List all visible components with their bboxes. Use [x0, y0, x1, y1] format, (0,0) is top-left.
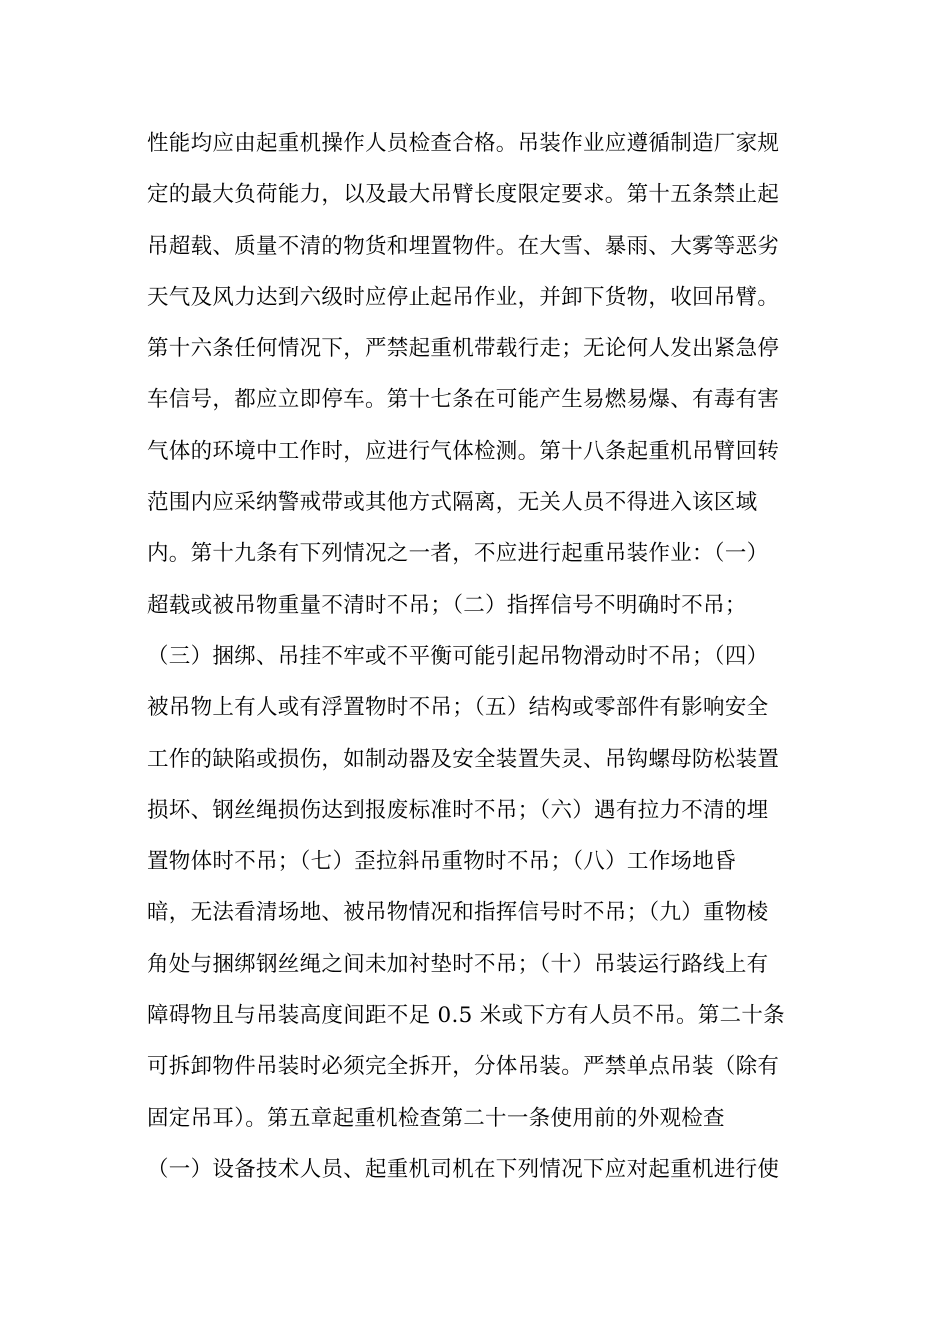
text-line: 被吊物上有人或有浮置物时不吊；（五）结构或零部件有影响安全 — [147, 695, 769, 721]
text-line: 车信号，都应立即停车。第十七条在可能产生易燃易爆、有毒有害 — [147, 387, 780, 413]
text-line: （一）设备技术人员、起重机司机在下列情况下应对起重机进行使 — [147, 1156, 780, 1182]
text-line: （三）捆绑、吊挂不牢或不平衡可能引起吊物滑动时不吊；（四） — [147, 643, 769, 669]
text-line: 性能均应由起重机操作人员检查合格。吊装作业应遵循制造厂家规 — [147, 131, 780, 156]
text-line: 工作的缺陷或损伤，如制动器及安全装置失灵、吊钩螺母防松装置 — [147, 746, 780, 772]
text-line: 障碍物且与吊装高度间距不足 0.5 米或下方有人员不吊。第二十条 — [147, 1003, 785, 1029]
text-line: 可拆卸物件吊装时必须完全拆开，分体吊装。严禁单点吊装（除有 — [147, 1054, 780, 1080]
text-line: 气体的环境中工作时，应进行气体检测。第十八条起重机吊臂回转 — [147, 438, 780, 464]
text-line: 天气及风力达到六级时应停止起吊作业，并卸下货物，收回吊臂。 — [147, 284, 780, 310]
text-line: 超载或被吊物重量不清时不吊；（二）指挥信号不明确时不吊； — [147, 592, 747, 618]
text-line: 第十六条任何情况下，严禁起重机带载行走；无论何人发出紧急停 — [147, 336, 780, 362]
text-line: 固定吊耳）。第五章起重机检查第二十一条使用前的外观检查 — [147, 1105, 725, 1131]
text-line: 定的最大负荷能力，以及最大吊臂长度限定要求。第十五条禁止起 — [147, 182, 780, 208]
text-line: 暗，无法看清场地、被吊物情况和指挥信号时不吊；（九）重物棱 — [147, 900, 769, 926]
text-line: 损坏、钢丝绳损伤达到报废标准时不吊；（六）遇有拉力不清的埋 — [147, 797, 769, 823]
text-line: 置物体时不吊；（七）歪拉斜吊重物时不吊；（八）工作场地昏 — [147, 849, 736, 875]
text-line: 吊超载、质量不清的物货和埋置物件。在大雪、暴雨、大雾等恶劣 — [147, 233, 780, 259]
text-line: 范围内应采纳警戒带或其他方式隔离，无关人员不得进入该区域 — [147, 490, 758, 516]
text-line: 内。第十九条有下列情况之一者，不应进行起重吊装作业：（一） — [147, 541, 769, 567]
text-line: 角处与捆绑钢丝绳之间未加衬垫时不吊；（十）吊装运行路线上有 — [147, 951, 769, 977]
body-text — [147, 118, 807, 1195]
